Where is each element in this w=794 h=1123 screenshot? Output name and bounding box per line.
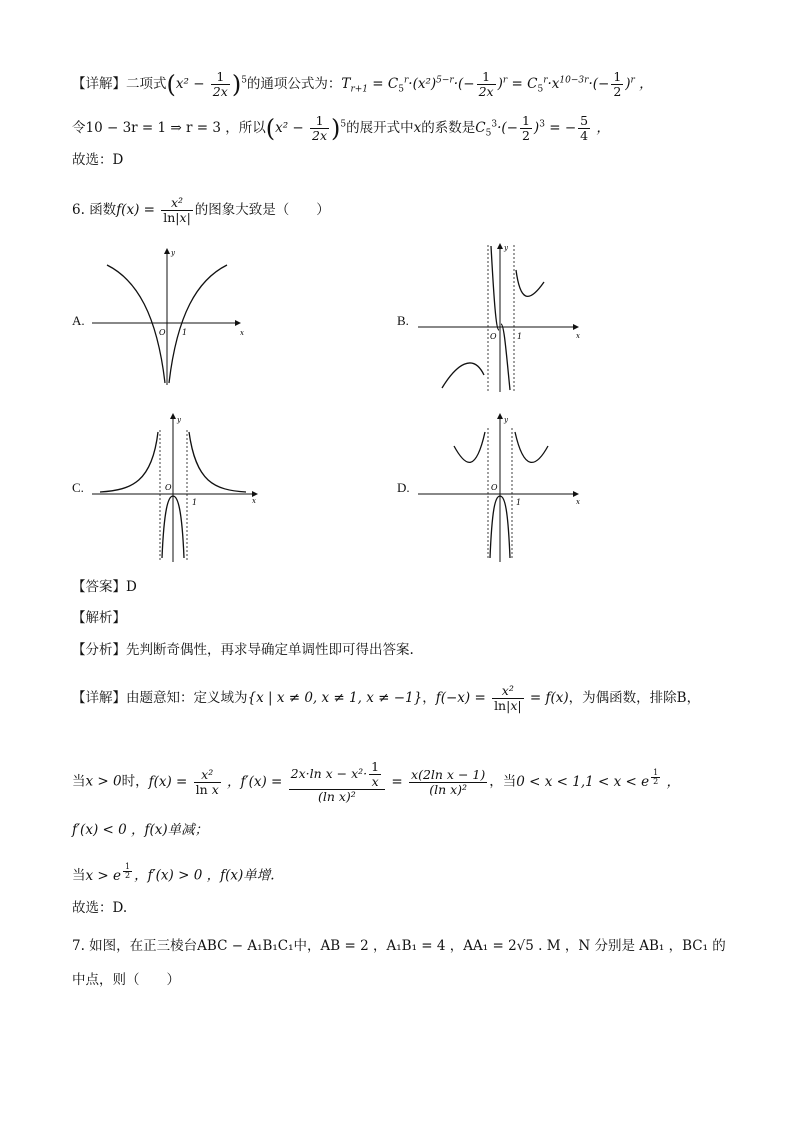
- detail-tag: 【详解】: [72, 76, 126, 92]
- option-c-label: C.: [72, 480, 84, 495]
- svg-text:x: x: [576, 498, 580, 506]
- svg-text:1: 1: [517, 332, 523, 341]
- svg-text:O: O: [165, 483, 172, 492]
- general-term-formula: $T_{r+1} = C_5^r\cdot(x^2)^{5-r}\cdot(-$ $\frac{1}{2x}$ )$^r = C_5^r\cdot x^{10-3r}\cdot(-$ $\frac{1}{2}$ )$^r$ ，: [341, 69, 653, 99]
- fenxi-tag: 【分析】: [72, 642, 126, 658]
- fenxi-text: 先判断奇偶性，再求导确定单调性即可得出答案.: [126, 642, 414, 658]
- increasing-range: x > e $^{\frac{1}{2}}$: [85, 862, 131, 884]
- svg-text:y: y: [504, 244, 508, 252]
- answer-line: [72, 577, 137, 597]
- detail1-line2-b: 的展开式中: [346, 120, 414, 136]
- detail1-line2-a: 令10 − 3r = 1 ⇒ r = 3 ，所以: [72, 120, 266, 136]
- answer-tag: 【答案】: [72, 579, 126, 595]
- detail2-text-c: ，为偶函数，排除B，: [568, 690, 701, 706]
- x-axis-label: x: [240, 329, 244, 337]
- detail2-line1: 【详解】由题意知：定义域为{x | x ≠ 0, x ≠ 1, x ≠ −1}，f(−x) = $\frac{\text{x²}}{\ln|x|}$ = f(x)，为偶函数，排除B，: [72, 683, 701, 713]
- svg-text:1: 1: [516, 498, 522, 507]
- q7-line2: 中点，则（ ）: [72, 972, 180, 988]
- detail1-line2: [72, 114, 610, 144]
- graph-option-a: [92, 245, 252, 390]
- option-a-label: A.: [72, 313, 85, 328]
- q6-stem: [72, 196, 330, 225]
- svg-text:O: O: [490, 332, 497, 341]
- svg-text:O: O: [491, 483, 498, 492]
- coefficient-formula: $C_5^3\cdot(-$ $\frac{1}{2}$ )$^3$ = − $\frac{5}{4}$ ，: [475, 113, 610, 143]
- svg-text:x: x: [252, 497, 256, 505]
- jiexi-tag: 【解析】: [72, 610, 126, 626]
- origin-label: O: [159, 328, 166, 337]
- q6-stem-a: 函数: [89, 202, 117, 218]
- x-symbol: x: [413, 120, 422, 136]
- detail2-text-a: 由题意知：定义域为: [126, 690, 248, 706]
- svg-text:x: x: [576, 332, 580, 340]
- detail1-choice: 故选：D: [72, 152, 124, 168]
- y-axis-label: y: [171, 249, 175, 257]
- derivative-formula: f(x) = $\frac{\text{x²}}{\text{ln x}}$ ，f′(x) = 2x·ln x − x²· $\frac{1}{x}$ (ln x)² = $\frac{\text{x(2ln x − 1)}}{\text{(ln x)²}}$: [148, 759, 486, 804]
- svg-text:y: y: [504, 416, 508, 424]
- binomial-expression: (x² − $\frac{1}{2x}$ )$^5$: [166, 69, 247, 99]
- graph-option-d: [418, 410, 588, 565]
- fenxi-line: [72, 640, 414, 660]
- svg-text:y: y: [177, 416, 181, 424]
- q6-stem-b: 的图象大致是（ ）: [194, 202, 330, 218]
- q7-line1: 7. 如图，在正三棱台ABC − A₁B₁C₁中，AB = 2 ，A₁B₁ = 4 ，AA₁ = 2√5 . M ，N 分别是 AB₁ ，BC₁ 的: [72, 938, 726, 954]
- detail1-line2-c: 的系数是: [421, 120, 476, 136]
- detail1-line1: [72, 70, 653, 100]
- graph-option-c: [92, 410, 262, 565]
- even-check: f(−x) = $\frac{\text{x²}}{\ln|x|}$ = f(x): [435, 683, 569, 713]
- detail2-tag: 【详解】: [72, 690, 126, 706]
- option-d-label: D.: [397, 480, 410, 495]
- detail2-line2: 当x > 0时，f(x) = $\frac{\text{x²}}{\text{ln x}}$ ，f′(x) = 2x·ln x − x²· $\frac{1}{x}$ (ln x)² = $\frac{\text{x(2ln x − 1)}}{\text{(ln x)²}}$ ，当0 < x < 1,1 < x < e $^{\frac{1}{2}}$ ，: [72, 759, 680, 804]
- svg-text:1: 1: [192, 498, 198, 507]
- detail1-text-b: 的通项公式为：: [246, 76, 342, 92]
- answer-value: D: [126, 579, 137, 595]
- detail2-line4: 当x > e $^{\frac{1}{2}}$ ，f′(x) > 0 ，f(x)单增.: [72, 862, 275, 884]
- binomial-expression-2: (x² − $\frac{1}{2x}$ )$^5$: [265, 113, 347, 143]
- q6-function: f(x) = $\frac{\text{x²}}{\ln|x|}$: [116, 195, 191, 225]
- detail2-line3: f′(x) < 0 ，f(x)单减；: [72, 822, 209, 838]
- decreasing-range: 0 < x < 1,1 < x < e $^{\frac{1}{2}}$ ，: [516, 768, 680, 790]
- option-b-label: B.: [397, 313, 409, 328]
- detail2-choice: 故选：D.: [72, 900, 128, 916]
- domain-set: {x | x ≠ 0, x ≠ 1, x ≠ −1}: [247, 690, 423, 706]
- detail1-text-a: 二项式: [126, 76, 167, 92]
- one-label: 1: [182, 328, 188, 337]
- q6-number: 6.: [72, 202, 85, 218]
- graph-option-b: [418, 240, 588, 395]
